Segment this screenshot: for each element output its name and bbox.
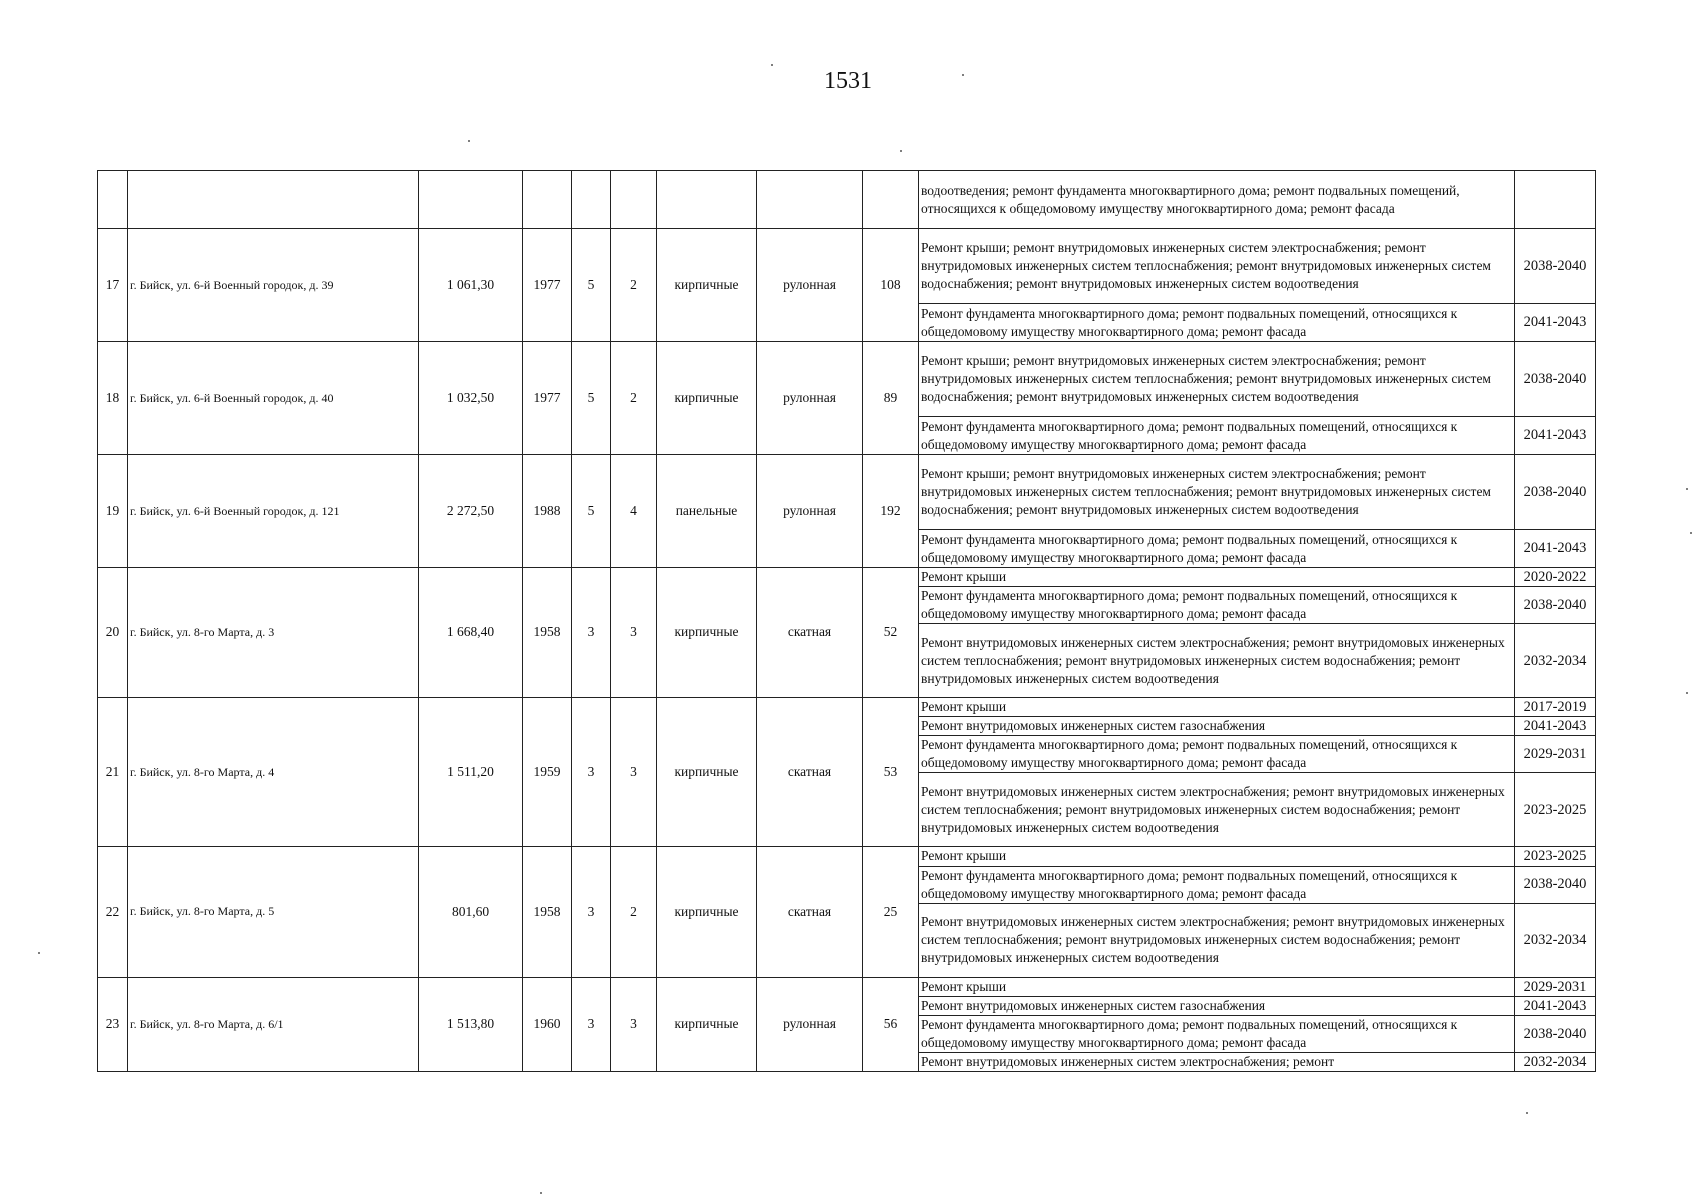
wall-material: панельные <box>657 455 757 568</box>
cell-empty <box>98 171 128 229</box>
building-row <box>98 342 1596 417</box>
address: г. Бийск, ул. 6-й Военный городок, д. 39 <box>128 229 419 342</box>
page-number: 1531 <box>824 68 872 94</box>
work-period: 2038-2040 <box>1515 587 1596 624</box>
total-area: 1 032,50 <box>419 342 523 455</box>
row-number: 21 <box>98 698 128 847</box>
scan-speck <box>1526 1112 1528 1114</box>
work-period: 2041-2043 <box>1515 530 1596 568</box>
work-description: Ремонт внутридомовых инженерных систем электроснабжения; ремонт внутридомовых инженерных систем теплоснабжения; ремонт внутридомовых инженерных систем водоснабжения; ремонт внутридомовых инженерных систем водоотведения <box>919 624 1515 698</box>
cell-empty <box>863 171 919 229</box>
floors-count: 5 <box>572 229 611 342</box>
scan-speck <box>962 74 964 76</box>
work-period: 2038-2040 <box>1515 455 1596 530</box>
build-year: 1977 <box>523 342 572 455</box>
floors-count: 3 <box>572 847 611 977</box>
residents-count: 108 <box>863 229 919 342</box>
scan-speck <box>540 1192 542 1194</box>
residents-count: 52 <box>863 568 919 698</box>
total-area: 1 061,30 <box>419 229 523 342</box>
total-area: 2 272,50 <box>419 455 523 568</box>
work-description: Ремонт крыши; ремонт внутридомовых инженерных систем электроснабжения; ремонт внутридомовых инженерных систем теплоснабжения; ремонт внутридомовых инженерных систем водоснабжения; ремонт внутридомовых инженерных систем водоотведения <box>919 342 1515 417</box>
building-row <box>98 847 1596 866</box>
work-period: 2038-2040 <box>1515 342 1596 417</box>
address: г. Бийск, ул. 8-го Марта, д. 6/1 <box>128 977 419 1071</box>
scan-speck <box>468 140 470 142</box>
work-period: 2029-2031 <box>1515 977 1596 996</box>
work-period: 2041-2043 <box>1515 996 1596 1015</box>
total-area: 801,60 <box>419 847 523 977</box>
entrances-count: 4 <box>611 455 657 568</box>
residents-count: 53 <box>863 698 919 847</box>
work-description: Ремонт фундамента многоквартирного дома; ремонт подвальных помещений, относящихся к общедомовому имуществу многоквартирного дома; ремонт фасада <box>919 587 1515 624</box>
entrances-count: 3 <box>611 977 657 1071</box>
floors-count: 5 <box>572 455 611 568</box>
work-description: Ремонт крыши <box>919 568 1515 587</box>
wall-material: кирпичные <box>657 698 757 847</box>
roof-type: рулонная <box>757 455 863 568</box>
work-period: 2038-2040 <box>1515 1015 1596 1052</box>
roof-type: скатная <box>757 698 863 847</box>
roof-type: скатная <box>757 847 863 977</box>
row-number: 17 <box>98 229 128 342</box>
work-description: Ремонт внутридомовых инженерных систем электроснабжения; ремонт внутридомовых инженерных систем теплоснабжения; ремонт внутридомовых инженерных систем водоснабжения; ремонт внутридомовых инженерных систем водоотведения <box>919 773 1515 847</box>
residents-count: 89 <box>863 342 919 455</box>
entrances-count: 3 <box>611 568 657 698</box>
residents-count: 192 <box>863 455 919 568</box>
scan-speck <box>1686 488 1688 490</box>
wall-material: кирпичные <box>657 847 757 977</box>
residents-count: 56 <box>863 977 919 1071</box>
building-row <box>98 229 1596 304</box>
work-description: Ремонт фундамента многоквартирного дома; ремонт подвальных помещений, относящихся к общедомовому имуществу многоквартирного дома; ремонт фасада <box>919 1015 1515 1052</box>
building-row <box>98 698 1596 717</box>
address: г. Бийск, ул. 6-й Военный городок, д. 40 <box>128 342 419 455</box>
row-number: 18 <box>98 342 128 455</box>
work-description: Ремонт фундамента многоквартирного дома; ремонт подвальных помещений, относящихся к общедомовому имуществу многоквартирного дома; ремонт фасада <box>919 736 1515 773</box>
cell-empty <box>419 171 523 229</box>
work-description: Ремонт внутридомовых инженерных систем газоснабжения <box>919 717 1515 736</box>
entrances-count: 3 <box>611 698 657 847</box>
work-period: 2023-2025 <box>1515 773 1596 847</box>
address: г. Бийск, ул. 8-го Марта, д. 5 <box>128 847 419 977</box>
residents-count: 25 <box>863 847 919 977</box>
work-description: Ремонт крыши; ремонт внутридомовых инженерных систем электроснабжения; ремонт внутридомовых инженерных систем теплоснабжения; ремонт внутридомовых инженерных систем водоснабжения; ремонт внутридомовых инженерных систем водоотведения <box>919 229 1515 304</box>
roof-type: скатная <box>757 568 863 698</box>
building-row <box>98 568 1596 587</box>
total-area: 1 668,40 <box>419 568 523 698</box>
work-period: 2041-2043 <box>1515 304 1596 342</box>
floors-count: 3 <box>572 977 611 1071</box>
work-description: Ремонт внутридомовых инженерных систем газоснабжения <box>919 996 1515 1015</box>
total-area: 1 511,20 <box>419 698 523 847</box>
work-period: 2029-2031 <box>1515 736 1596 773</box>
row-number: 20 <box>98 568 128 698</box>
work-period: 2032-2034 <box>1515 1052 1596 1071</box>
build-year: 1988 <box>523 455 572 568</box>
total-area: 1 513,80 <box>419 977 523 1071</box>
row-number: 19 <box>98 455 128 568</box>
work-period: 2020-2022 <box>1515 568 1596 587</box>
work-description: Ремонт фундамента многоквартирного дома; ремонт подвальных помещений, относящихся к общедомовому имуществу многоквартирного дома; ремонт фасада <box>919 530 1515 568</box>
work-description: Ремонт фундамента многоквартирного дома; ремонт подвальных помещений, относящихся к общедомовому имуществу многоквартирного дома; ремонт фасада <box>919 304 1515 342</box>
build-year: 1959 <box>523 698 572 847</box>
scan-speck <box>38 952 40 954</box>
cell-empty <box>572 171 611 229</box>
building-row <box>98 455 1596 530</box>
work-description: Ремонт крыши <box>919 977 1515 996</box>
entrances-count: 2 <box>611 229 657 342</box>
cell-empty <box>523 171 572 229</box>
work-period: 2038-2040 <box>1515 229 1596 304</box>
roof-type: рулонная <box>757 229 863 342</box>
cell-empty <box>657 171 757 229</box>
wall-material: кирпичные <box>657 229 757 342</box>
work-description: Ремонт внутридомовых инженерных систем электроснабжения; ремонт <box>919 1052 1515 1071</box>
work-description: Ремонт фундамента многоквартирного дома; ремонт подвальных помещений, относящихся к общедомовому имуществу многоквартирного дома; ремонт фасада <box>919 866 1515 903</box>
address: г. Бийск, ул. 6-й Военный городок, д. 121 <box>128 455 419 568</box>
wall-material: кирпичные <box>657 977 757 1071</box>
work-period: 2041-2043 <box>1515 717 1596 736</box>
table-body <box>98 171 1596 1072</box>
roof-type: рулонная <box>757 342 863 455</box>
work-period: 2038-2040 <box>1515 866 1596 903</box>
work-period: 2017-2019 <box>1515 698 1596 717</box>
build-year: 1958 <box>523 568 572 698</box>
work-description: Ремонт крыши; ремонт внутридомовых инженерных систем электроснабжения; ремонт внутридомовых инженерных систем теплоснабжения; ремонт внутридомовых инженерных систем водоснабжения; ремонт внутридомовых инженерных систем водоотведения <box>919 455 1515 530</box>
entrances-count: 2 <box>611 342 657 455</box>
scan-speck <box>771 64 773 66</box>
work-description: водоотведения; ремонт фундамента многоквартирного дома; ремонт подвальных помещений, относящихся к общедомовому имуществу многоквартирного дома; ремонт фасада <box>919 171 1515 229</box>
building-row <box>98 977 1596 996</box>
scan-speck <box>900 150 902 152</box>
floors-count: 3 <box>572 568 611 698</box>
work-description: Ремонт крыши <box>919 847 1515 866</box>
cell-empty <box>757 171 863 229</box>
roof-type: рулонная <box>757 977 863 1071</box>
address: г. Бийск, ул. 8-го Марта, д. 3 <box>128 568 419 698</box>
work-description: Ремонт внутридомовых инженерных систем электроснабжения; ремонт внутридомовых инженерных систем теплоснабжения; ремонт внутридомовых инженерных систем водоснабжения; ремонт внутридомовых инженерных систем водоотведения <box>919 903 1515 977</box>
floors-count: 3 <box>572 698 611 847</box>
work-period: 2041-2043 <box>1515 417 1596 455</box>
address: г. Бийск, ул. 8-го Марта, д. 4 <box>128 698 419 847</box>
scan-speck <box>1686 692 1688 694</box>
cell-empty <box>128 171 419 229</box>
entrances-count: 2 <box>611 847 657 977</box>
scan-speck <box>1690 532 1692 534</box>
build-year: 1958 <box>523 847 572 977</box>
build-year: 1960 <box>523 977 572 1071</box>
housing-repair-table <box>97 170 1596 1072</box>
cell-empty <box>1515 171 1596 229</box>
work-description: Ремонт крыши <box>919 698 1515 717</box>
work-period: 2032-2034 <box>1515 903 1596 977</box>
floors-count: 5 <box>572 342 611 455</box>
build-year: 1977 <box>523 229 572 342</box>
wall-material: кирпичные <box>657 342 757 455</box>
work-description: Ремонт фундамента многоквартирного дома; ремонт подвальных помещений, относящихся к общедомовому имуществу многоквартирного дома; ремонт фасада <box>919 417 1515 455</box>
work-period: 2032-2034 <box>1515 624 1596 698</box>
wall-material: кирпичные <box>657 568 757 698</box>
cell-empty <box>611 171 657 229</box>
continuation-row <box>98 171 1596 229</box>
row-number: 22 <box>98 847 128 977</box>
work-period: 2023-2025 <box>1515 847 1596 866</box>
row-number: 23 <box>98 977 128 1071</box>
